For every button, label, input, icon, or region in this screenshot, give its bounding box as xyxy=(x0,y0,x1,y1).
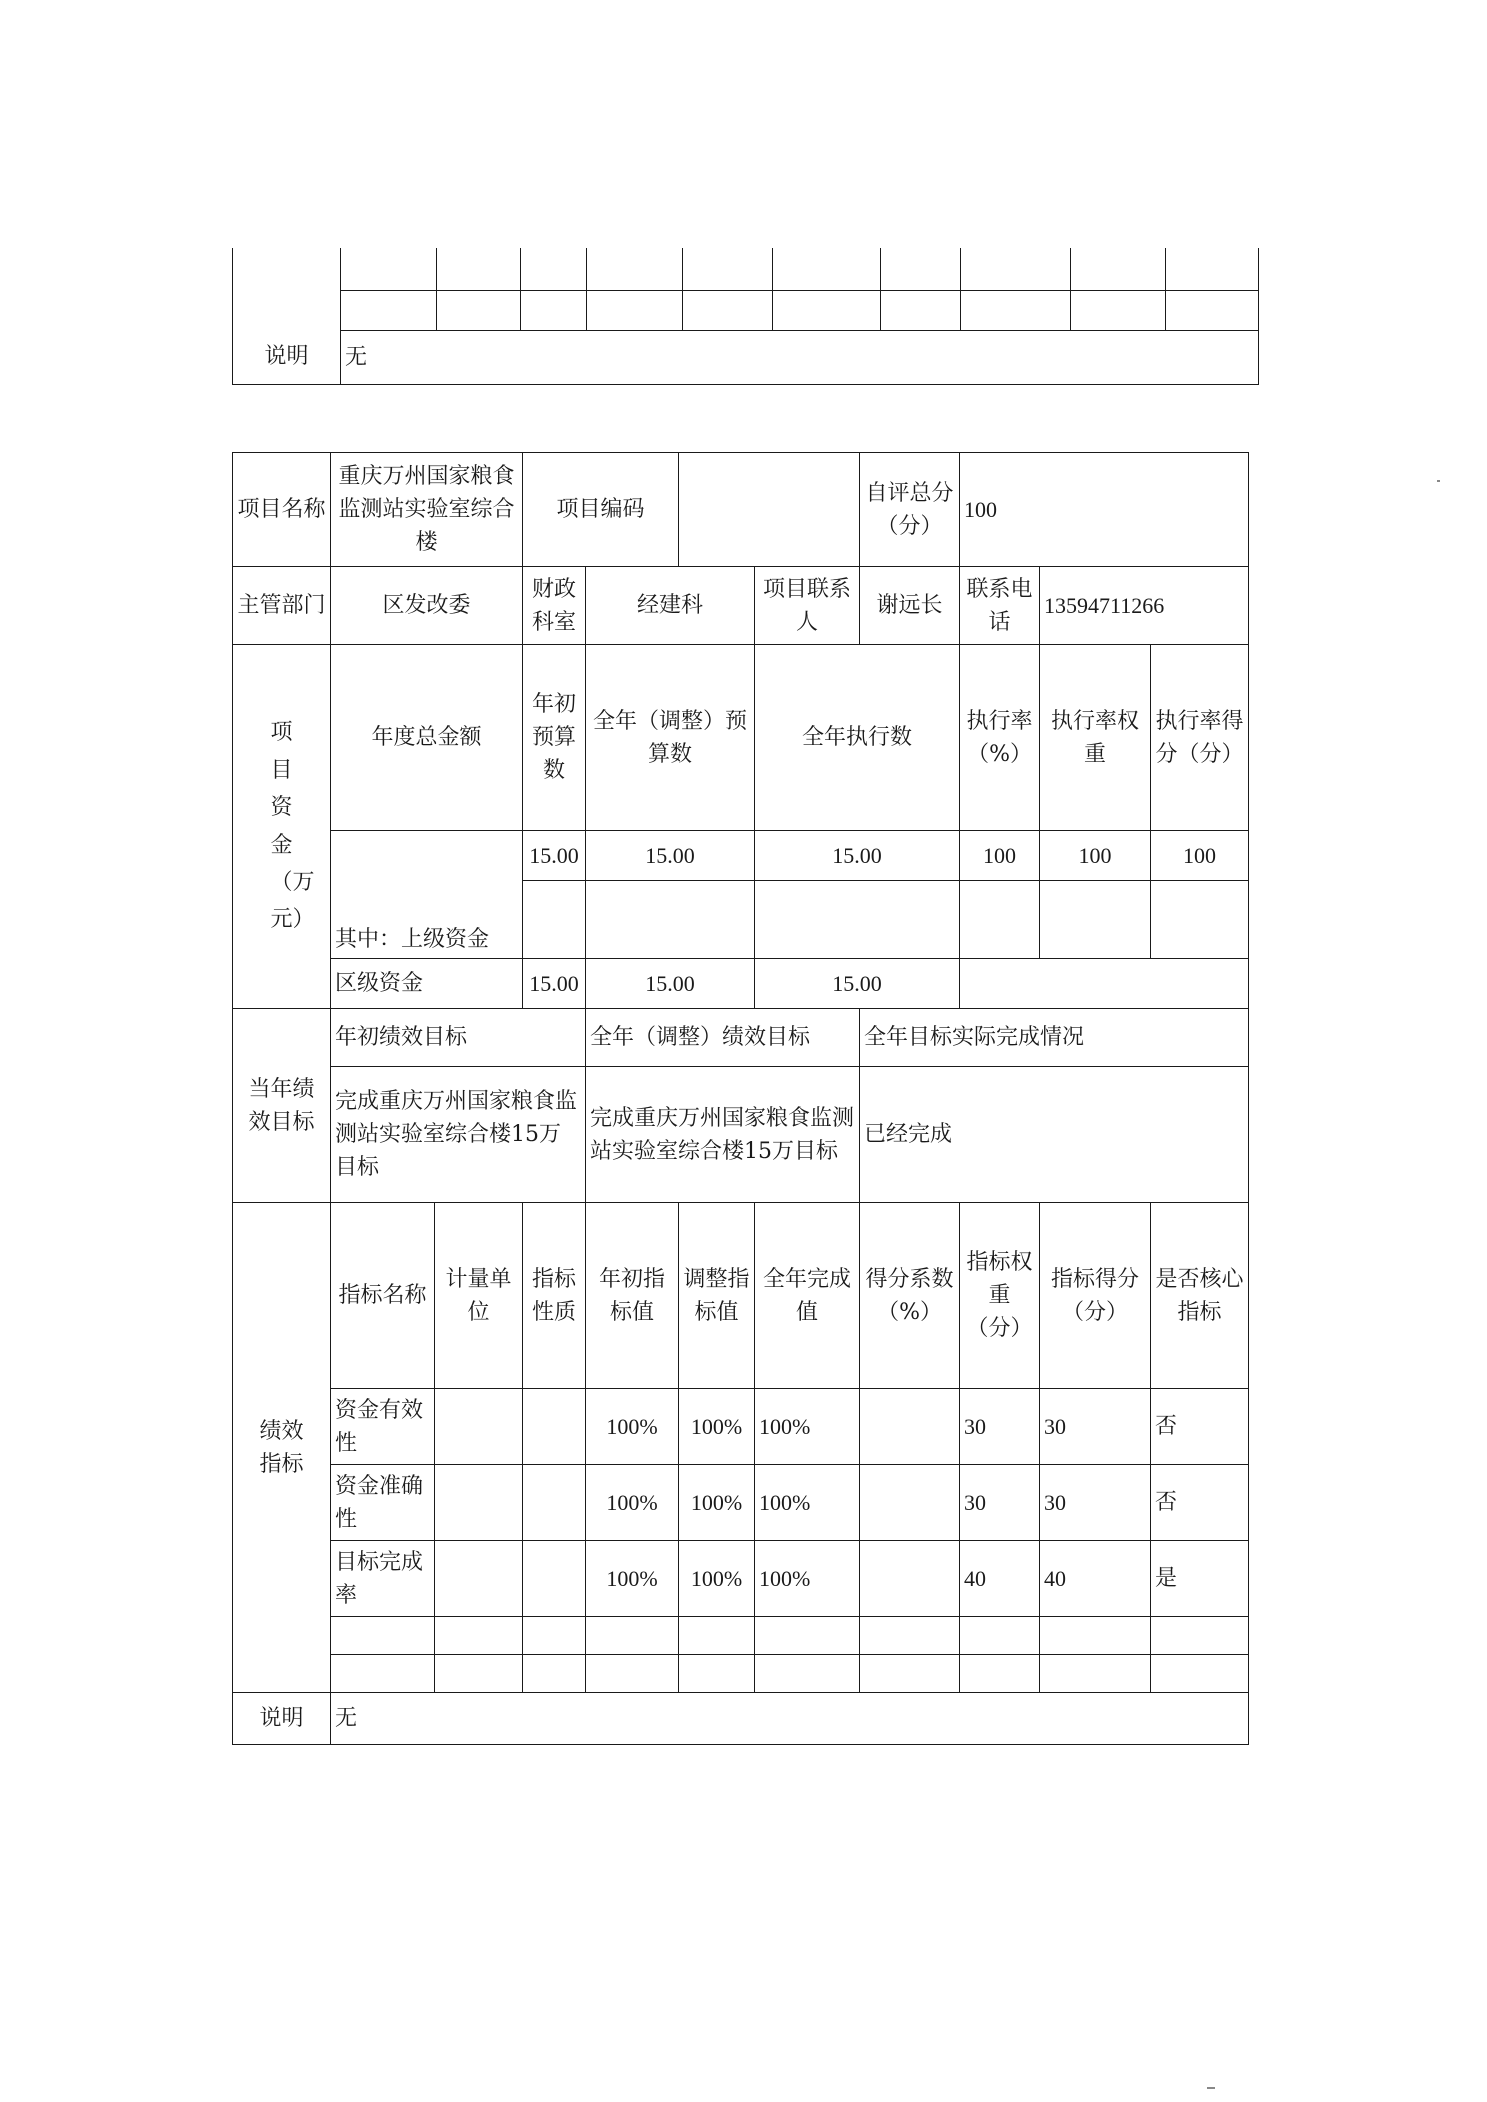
contact-label: 项目联系人 xyxy=(755,567,860,645)
ind-nature-header: 指标性质 xyxy=(523,1203,586,1389)
ind-adjusted: 100% xyxy=(679,1541,755,1617)
ind-nature xyxy=(523,1389,586,1465)
funds-district-initial: 15.00 xyxy=(523,959,586,1009)
ind-completed: 100% xyxy=(755,1389,860,1465)
fragment-cell xyxy=(521,248,587,290)
funds-district-executed: 15.00 xyxy=(755,959,960,1009)
ind-adjusted-header: 调整指标值 xyxy=(679,1203,755,1389)
fragment-cell xyxy=(437,290,521,330)
previous-table-fragment xyxy=(232,248,1259,385)
funds-district-label: 区级资金 xyxy=(331,959,523,1009)
funds-total-rate: 100 xyxy=(960,831,1040,881)
fragment-cell xyxy=(1071,290,1166,330)
ind-name: 资金准确性 xyxy=(331,1465,435,1541)
fragment-cell xyxy=(1071,248,1166,290)
dept-value: 区发改委 xyxy=(331,567,523,645)
funds-total-weight: 100 xyxy=(1040,831,1151,881)
fragment-cell xyxy=(521,290,587,330)
goals-initial-value: 完成重庆万州国家粮食监测站实验室综合楼15万目标 xyxy=(331,1067,586,1203)
ind-name-header: 指标名称 xyxy=(331,1203,435,1389)
fragment-cell xyxy=(773,248,881,290)
self-score-value: 100 xyxy=(960,453,1249,567)
funds-upper-score xyxy=(1151,881,1249,959)
fragment-cell xyxy=(341,248,437,290)
ind-coef xyxy=(860,1541,960,1617)
ind-weight-header: 指标权重（分） xyxy=(960,1203,1040,1389)
ind-unit xyxy=(435,1465,523,1541)
ind-name: 资金有效性 xyxy=(331,1389,435,1465)
ind-initial: 100% xyxy=(586,1541,679,1617)
scan-speck xyxy=(1437,480,1440,482)
funds-executed-header: 全年执行数 xyxy=(755,645,960,831)
ind-initial: 100% xyxy=(586,1389,679,1465)
funds-upper-weight xyxy=(1040,881,1151,959)
table-row xyxy=(233,1389,1249,1465)
goals-section-text: 当年绩效目标 xyxy=(248,1076,315,1135)
scan-speck xyxy=(1207,2087,1215,2089)
ind-score: 40 xyxy=(1040,1541,1151,1617)
project-code-label: 项目编码 xyxy=(523,453,679,567)
ind-nature xyxy=(523,1465,586,1541)
goals-initial-header: 年初绩效目标 xyxy=(331,1009,586,1067)
fragment-cell xyxy=(1166,248,1259,290)
ind-score: 30 xyxy=(1040,1389,1151,1465)
funds-upper-rate xyxy=(960,881,1040,959)
fragment-cell xyxy=(437,248,521,290)
funds-total-initial: 15.00 xyxy=(523,831,586,881)
ind-adjusted: 100% xyxy=(679,1465,755,1541)
project-name-label: 项目名称 xyxy=(233,453,331,567)
ind-weight: 30 xyxy=(960,1389,1040,1465)
fragment-cell xyxy=(683,248,773,290)
ind-name: 目标完成率 xyxy=(331,1541,435,1617)
ind-coef-header: 得分系数（%） xyxy=(860,1203,960,1389)
funds-total-cell xyxy=(331,831,523,881)
goals-actual-header: 全年目标实际完成情况 xyxy=(860,1009,1249,1067)
fragment-cell xyxy=(961,290,1071,330)
project-name-value: 重庆万州国家粮食监测站实验室综合楼 xyxy=(331,453,523,567)
empty-row xyxy=(233,1655,1249,1693)
phone-value: 13594711266 xyxy=(1040,567,1249,645)
funds-rate-header: 执行率（%） xyxy=(960,645,1040,831)
ind-weight: 40 xyxy=(960,1541,1040,1617)
funds-upper-executed xyxy=(755,881,960,959)
ind-core: 否 xyxy=(1151,1389,1249,1465)
goals-section-label xyxy=(233,1009,331,1203)
fragment-cell xyxy=(881,248,961,290)
fragment-cell xyxy=(233,248,341,290)
ind-coef xyxy=(860,1389,960,1465)
self-score-label: 自评总分（分） xyxy=(860,453,960,567)
ind-weight: 30 xyxy=(960,1465,1040,1541)
fragment-cell xyxy=(683,290,773,330)
ind-score-header: 指标得分（分） xyxy=(1040,1203,1151,1389)
funds-total-header: 年度总金额 xyxy=(331,645,523,831)
finance-office-label: 财政科室 xyxy=(523,567,586,645)
ind-nature xyxy=(523,1541,586,1617)
ind-adjusted: 100% xyxy=(679,1389,755,1465)
prev-note-label: 说明 xyxy=(233,330,341,384)
empty-row xyxy=(233,1617,1249,1655)
fragment-cell xyxy=(1166,290,1259,330)
indicators-section-text: 绩效指标 xyxy=(259,1418,304,1477)
phone-label: 联系电话 xyxy=(960,567,1040,645)
goals-adjusted-header: 全年（调整）绩效目标 xyxy=(586,1009,860,1067)
ind-score: 30 xyxy=(1040,1465,1151,1541)
funds-score-header: 执行率得分（分） xyxy=(1151,645,1249,831)
fragment-cell xyxy=(587,290,683,330)
note-value: 无 xyxy=(331,1693,1249,1745)
funds-initial-header: 年初预算数 xyxy=(523,645,586,831)
funds-adjusted-header: 全年（调整）预算数 xyxy=(586,645,755,831)
ind-unit xyxy=(435,1541,523,1617)
ind-core-header: 是否核心指标 xyxy=(1151,1203,1249,1389)
fragment-cell xyxy=(773,290,881,330)
finance-office-value: 经建科 xyxy=(586,567,755,645)
fragment-cell xyxy=(881,290,961,330)
note-label: 说明 xyxy=(233,1693,331,1745)
ind-unit-header: 计量单位 xyxy=(435,1203,523,1389)
table-row xyxy=(233,1465,1249,1541)
prev-note-value: 无 xyxy=(341,330,1259,384)
goals-adjusted-value: 完成重庆万州国家粮食监测站实验室综合楼15万目标 xyxy=(586,1067,860,1203)
fragment-cell xyxy=(341,290,437,330)
ind-unit xyxy=(435,1389,523,1465)
funds-district-adjusted: 15.00 xyxy=(586,959,755,1009)
indicators-section-label xyxy=(233,1203,331,1693)
ind-core: 否 xyxy=(1151,1465,1249,1541)
ind-initial-header: 年初指标值 xyxy=(586,1203,679,1389)
funds-section-label xyxy=(233,645,331,1009)
funds-upper-adjusted xyxy=(586,881,755,959)
funds-upper-label: 其中：上级资金 xyxy=(331,881,523,959)
funds-total-executed: 15.00 xyxy=(755,831,960,881)
funds-total-adjusted: 15.00 xyxy=(586,831,755,881)
performance-evaluation-table xyxy=(232,452,1249,1745)
ind-completed: 100% xyxy=(755,1541,860,1617)
ind-coef xyxy=(860,1465,960,1541)
fragment-cell xyxy=(961,248,1071,290)
dept-label: 主管部门 xyxy=(233,567,331,645)
funds-district-empty xyxy=(960,959,1249,1009)
funds-upper-initial xyxy=(523,881,586,959)
table-row xyxy=(233,1541,1249,1617)
ind-core: 是 xyxy=(1151,1541,1249,1617)
ind-completed-header: 全年完成值 xyxy=(755,1203,860,1389)
funds-section-text: 项目资金（万元） xyxy=(270,720,315,933)
funds-total-score: 100 xyxy=(1151,831,1249,881)
goals-actual-value: 已经完成 xyxy=(860,1067,1249,1203)
project-code-value xyxy=(679,453,860,567)
fragment-cell xyxy=(233,290,341,330)
fragment-cell xyxy=(587,248,683,290)
ind-initial: 100% xyxy=(586,1465,679,1541)
ind-completed: 100% xyxy=(755,1465,860,1541)
contact-value: 谢远长 xyxy=(860,567,960,645)
funds-weight-header: 执行率权重 xyxy=(1040,645,1151,831)
